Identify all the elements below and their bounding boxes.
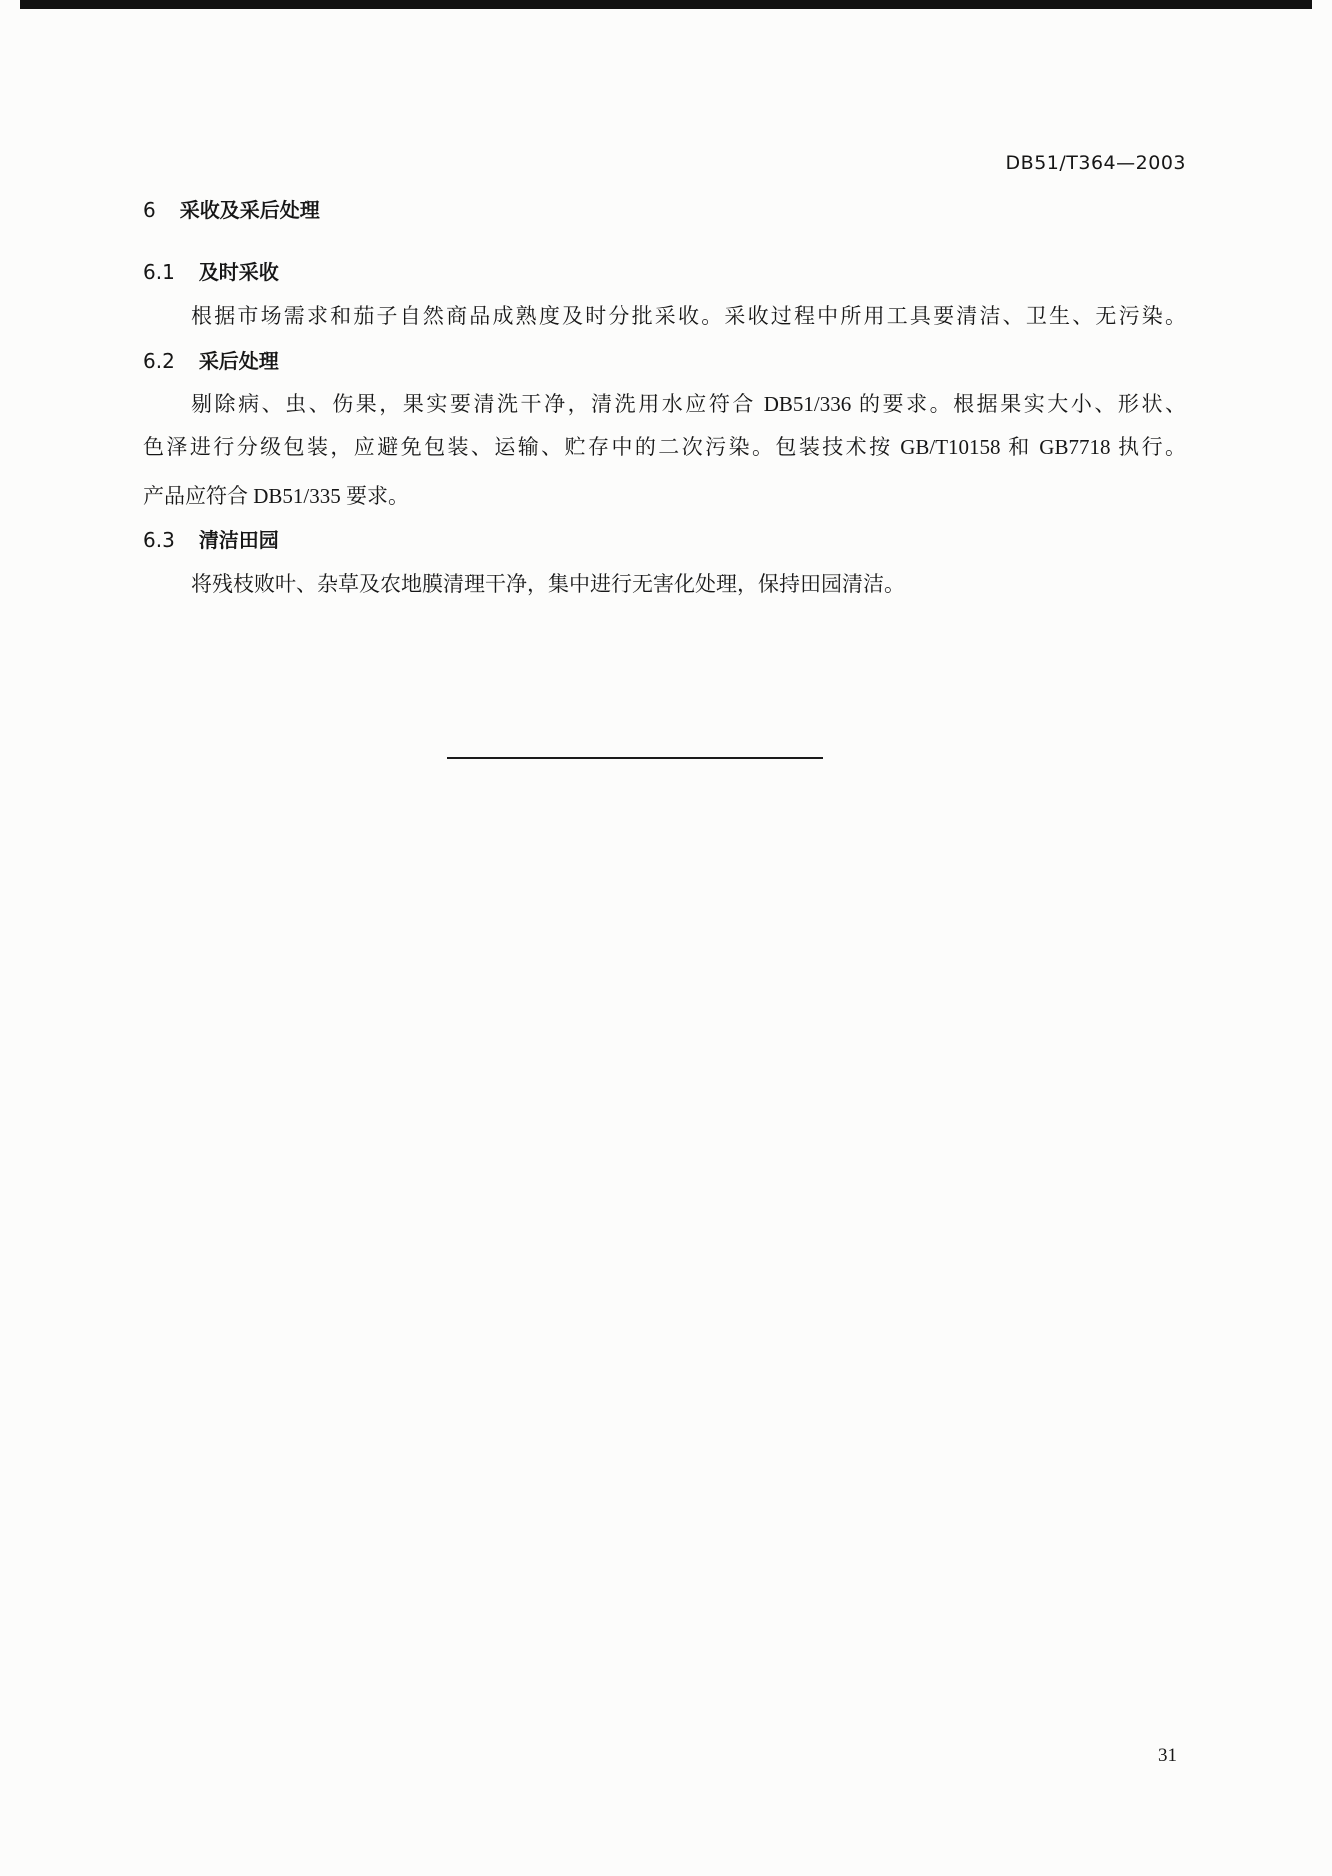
subsection-heading-6-1 xyxy=(143,258,279,286)
subsection-title: 采后处理 xyxy=(198,349,279,373)
subsection-heading-6-2 xyxy=(143,347,279,375)
paragraph-line: 色泽进行分级包装，应避免包装、运输、贮存中的二次污染。包装技术按 GB/T10158 和 GB7718 执行。 xyxy=(143,435,1186,459)
section-heading xyxy=(143,196,320,224)
paragraph-line: 将残枝败叶、杂草及农地膜清理干净，集中进行无害化处理，保持田园清洁。 xyxy=(191,572,905,596)
section-title: 采收及采后处理 xyxy=(179,198,320,222)
subsection-number: 6.3 xyxy=(143,528,175,552)
page-number: 31 xyxy=(1158,1745,1177,1766)
section-number: 6 xyxy=(143,198,156,222)
paragraph-line: 剔除病、虫、伤果，果实要清洗干净，清洗用水应符合 DB51/336 的要求。根据果实大小、形状、 xyxy=(191,392,1186,416)
subsection-heading-6-3 xyxy=(143,526,279,554)
subsection-title: 清洁田园 xyxy=(198,528,279,552)
subsection-number: 6.2 xyxy=(143,349,175,373)
subsection-number: 6.1 xyxy=(143,260,175,284)
paragraph-line: 根据市场需求和茄子自然商品成熟度及时分批采收。采收过程中所用工具要清洁、卫生、无污染。 xyxy=(191,304,1186,328)
top-border-bar xyxy=(20,0,1312,9)
end-of-document-rule xyxy=(447,757,823,759)
paragraph-line: 产品应符合 DB51/335 要求。 xyxy=(143,484,410,508)
document-code: DB51/T364—2003 xyxy=(1005,152,1186,174)
subsection-title: 及时采收 xyxy=(198,260,279,284)
